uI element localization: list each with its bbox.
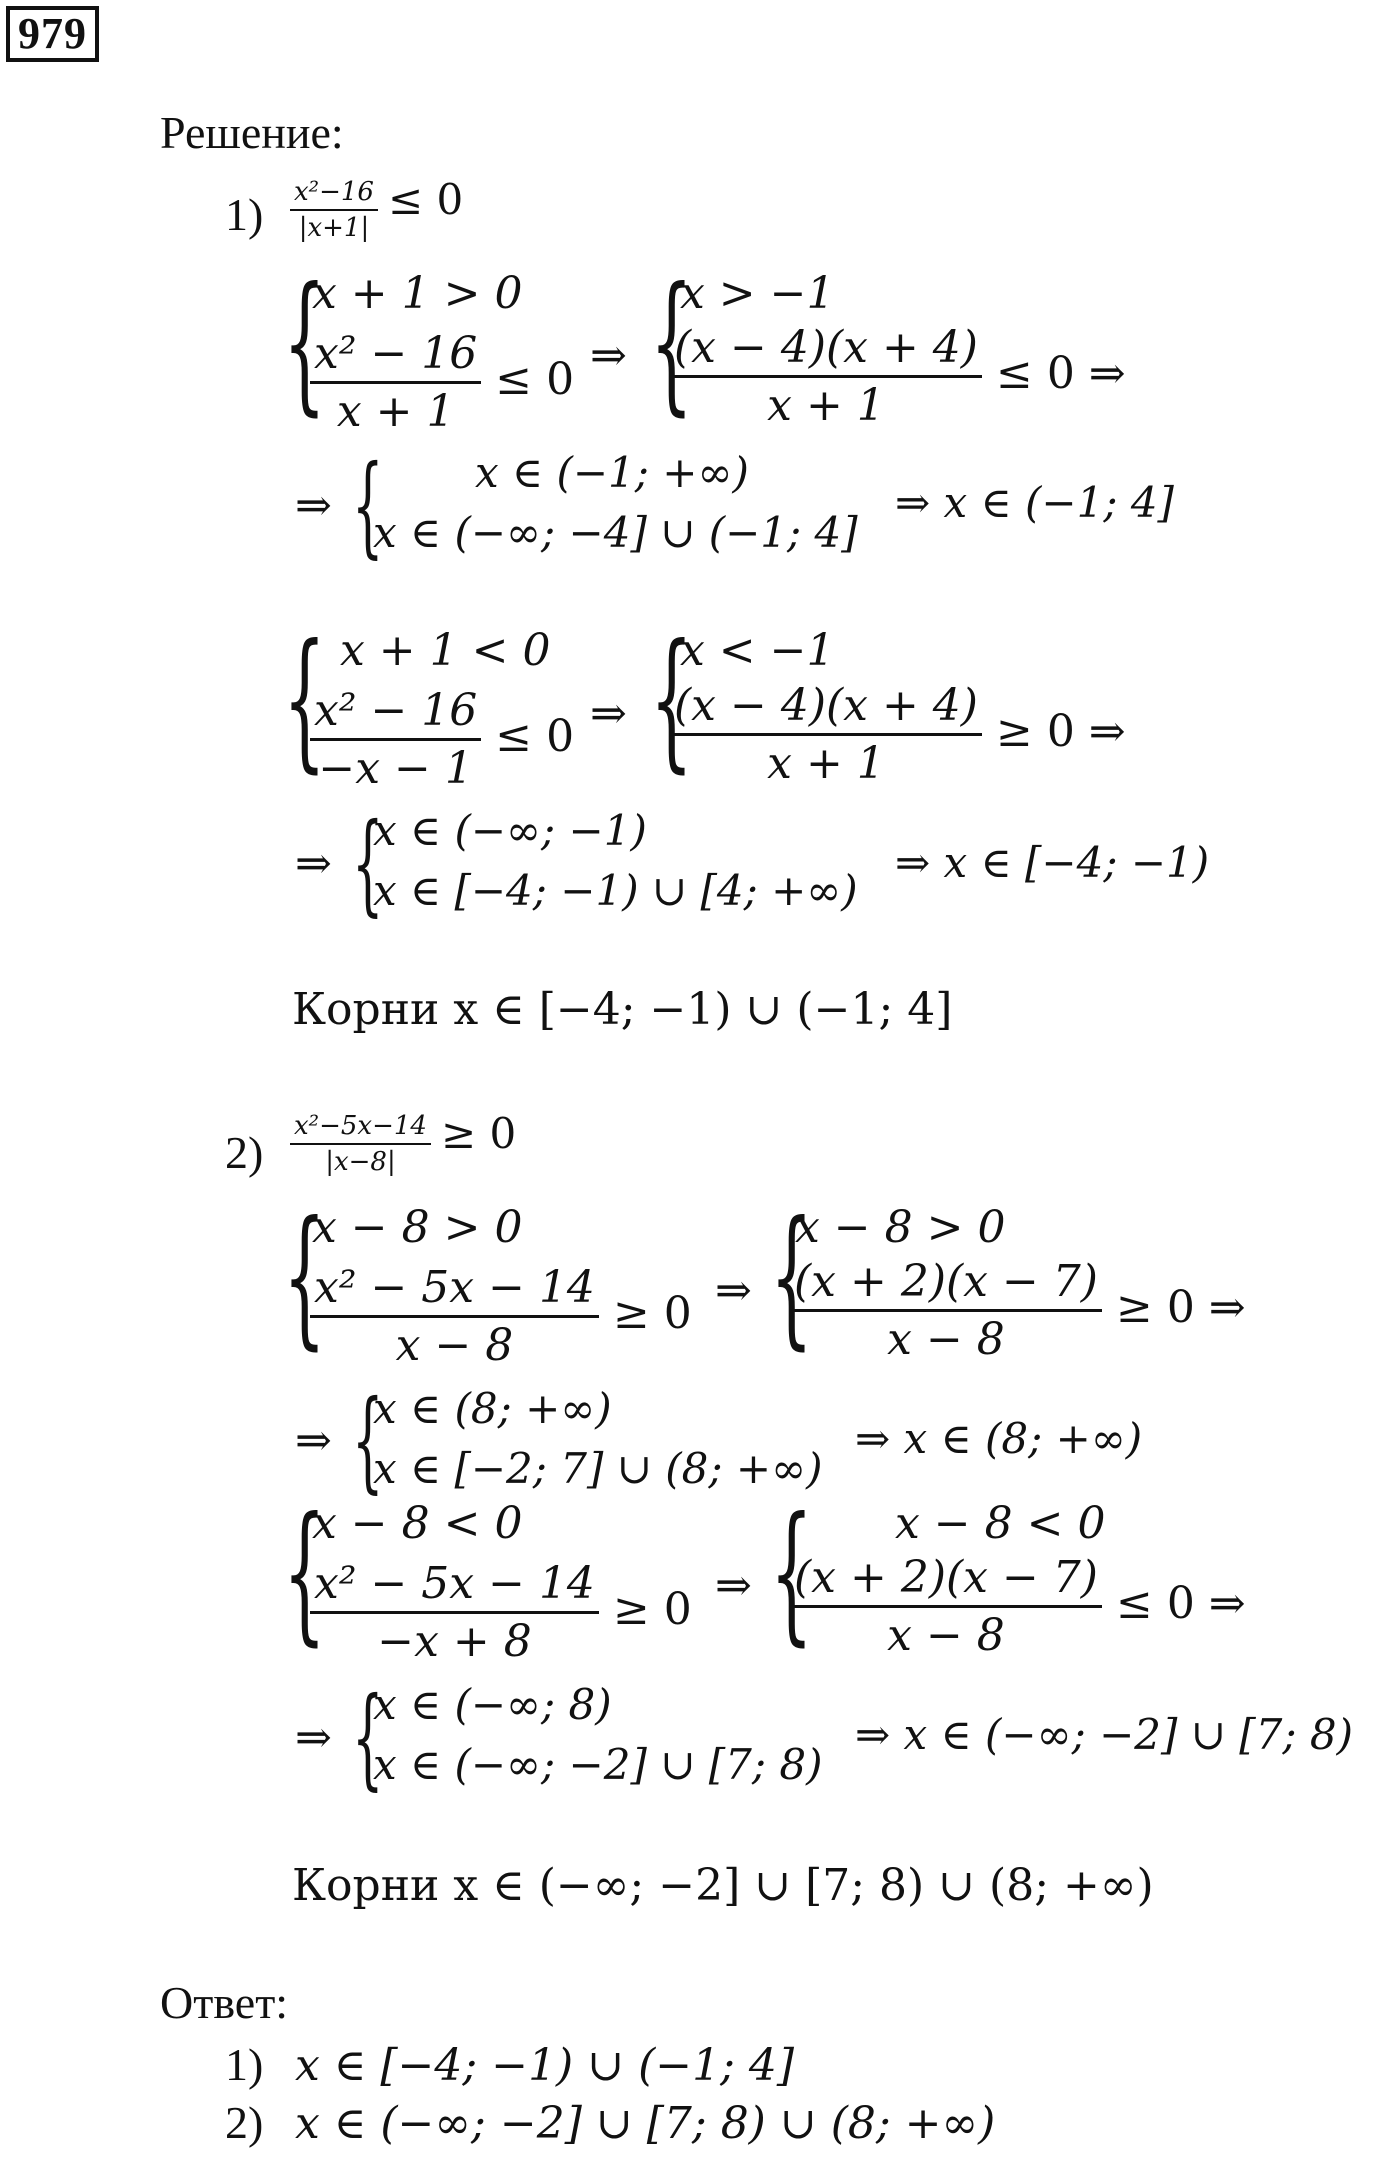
p2a-implies: ⇒ bbox=[295, 1415, 332, 1466]
answer-label: Ответ: bbox=[160, 1977, 289, 2028]
p2a-arrow: ⇒ bbox=[715, 1265, 752, 1316]
p2b-result: ⇒ x ∈ (−∞; −2] ∪ [7; 8) bbox=[855, 1710, 1353, 1759]
p1a-s2-fraction bbox=[670, 322, 1126, 431]
p1b-result: ⇒ x ∈ [−4; −1) bbox=[895, 838, 1210, 887]
p1a-s1-num: x² − 16 bbox=[314, 328, 478, 379]
p1b-s1-num: x² − 16 bbox=[314, 685, 478, 736]
brace-p1a-s1: { bbox=[283, 256, 326, 430]
p2b-r-line2: x ∈ (−∞; −2] ∪ [7; 8) bbox=[373, 1740, 823, 1789]
p1a-arrow: ⇒ bbox=[590, 330, 627, 381]
p1b-s2-rel: ≥ 0 ⇒ bbox=[995, 706, 1126, 757]
p1b-s1-fraction bbox=[310, 685, 574, 794]
part2-main-relation: ≥ 0 bbox=[440, 1109, 517, 1158]
p1a-implies: ⇒ bbox=[295, 480, 332, 531]
p1a-s2-den: x + 1 bbox=[767, 380, 885, 431]
p1a-s1-line1: x + 1 > 0 bbox=[312, 268, 523, 319]
p1a-s1-den: x + 1 bbox=[336, 386, 455, 437]
p2b-s2-num: (x + 2)(x − 7) bbox=[794, 1552, 1098, 1603]
p2b-r-line1: x ∈ (−∞; 8) bbox=[373, 1680, 612, 1729]
p1b-s2-fraction bbox=[670, 680, 1126, 789]
p2b-s2-fraction bbox=[790, 1552, 1246, 1661]
p2b-s1-den: −x + 8 bbox=[377, 1616, 532, 1667]
brace-p1b-s2: { bbox=[650, 613, 693, 787]
part2-main-denominator: |x−8| bbox=[325, 1147, 396, 1178]
p2a-s2-rel: ≥ 0 ⇒ bbox=[1115, 1282, 1246, 1333]
p1a-s2-rel: ≤ 0 ⇒ bbox=[995, 348, 1126, 399]
p2b-s1-num: x² − 5x − 14 bbox=[314, 1558, 595, 1609]
p1a-r-line2: x ∈ (−∞; −4] ∪ (−1; 4] bbox=[373, 508, 858, 557]
brace-p2a-s2: { bbox=[770, 1190, 813, 1364]
brace-p2b-s2: { bbox=[770, 1486, 813, 1660]
p2b-s1-line1: x − 8 < 0 bbox=[312, 1498, 523, 1549]
p2a-s1-fraction bbox=[310, 1262, 692, 1371]
brace-p2b-s1: { bbox=[283, 1486, 326, 1660]
p1a-s1-rel: ≤ 0 bbox=[495, 354, 575, 405]
p1b-r-line1: x ∈ (−∞; −1) bbox=[373, 806, 647, 855]
p2b-s2-line1: x − 8 < 0 bbox=[895, 1498, 1106, 1549]
p1b-s2-num: (x − 4)(x + 4) bbox=[674, 680, 978, 731]
p2b-implies: ⇒ bbox=[295, 1712, 332, 1763]
answer1-value: x ∈ [−4; −1) ∪ (−1; 4] bbox=[295, 2040, 795, 2091]
p1a-s1-fraction bbox=[310, 328, 574, 437]
brace-p2a-s1: { bbox=[283, 1190, 326, 1364]
part2-roots: Корни x ∈ (−∞; −2] ∪ [7; 8) ∪ (8; +∞) bbox=[292, 1860, 1154, 1911]
brace-p2a-r: { bbox=[352, 1376, 384, 1504]
problem-number: 979 bbox=[6, 6, 99, 62]
p2b-s2-den: x − 8 bbox=[887, 1610, 1005, 1661]
brace-p2b-r: { bbox=[352, 1673, 384, 1801]
p2a-s2-num: (x + 2)(x − 7) bbox=[794, 1256, 1098, 1307]
p1b-s1-line1: x + 1 < 0 bbox=[340, 625, 551, 676]
p2b-s1-fraction bbox=[310, 1558, 692, 1667]
part1-main-denominator: |x+1| bbox=[298, 213, 370, 244]
p1b-implies: ⇒ bbox=[295, 838, 332, 889]
p2a-s1-num: x² − 5x − 14 bbox=[314, 1262, 595, 1313]
part1-main-numerator: x²−16 bbox=[294, 177, 374, 208]
p2b-arrow: ⇒ bbox=[715, 1560, 752, 1611]
part1-main-inequality bbox=[290, 176, 463, 243]
p1b-s2-line1: x < −1 bbox=[680, 625, 835, 676]
p1a-s2-num: (x − 4)(x + 4) bbox=[674, 322, 978, 373]
p2a-s1-rel: ≥ 0 bbox=[612, 1288, 692, 1339]
part1-main-relation: ≤ 0 bbox=[387, 175, 464, 224]
p1b-s1-den: −x − 1 bbox=[318, 743, 473, 794]
p2b-s2-rel: ≤ 0 ⇒ bbox=[1115, 1578, 1246, 1629]
part2-label: 2) bbox=[225, 1127, 264, 1178]
p2a-s1-den: x − 8 bbox=[395, 1320, 514, 1371]
p2a-s2-line1: x − 8 > 0 bbox=[795, 1202, 1006, 1253]
p1a-result: ⇒ x ∈ (−1; 4] bbox=[895, 478, 1174, 527]
answer2-value: x ∈ (−∞; −2] ∪ [7; 8) ∪ (8; +∞) bbox=[295, 2098, 996, 2149]
p2a-r-line1: x ∈ (8; +∞) bbox=[373, 1384, 612, 1433]
p2a-s1-line1: x − 8 > 0 bbox=[312, 1202, 523, 1253]
part1-roots: Корни x ∈ [−4; −1) ∪ (−1; 4] bbox=[292, 984, 953, 1035]
p2a-result: ⇒ x ∈ (8; +∞) bbox=[855, 1414, 1143, 1463]
part2-main-numerator: x²−5x−14 bbox=[294, 1111, 427, 1142]
p1b-s2-den: x + 1 bbox=[767, 738, 885, 789]
part2-main-inequality bbox=[290, 1110, 516, 1177]
p1b-arrow: ⇒ bbox=[590, 688, 627, 739]
part1-label: 1) bbox=[225, 189, 264, 240]
brace-p1a-r: { bbox=[352, 441, 384, 569]
answer2-label: 2) bbox=[225, 2097, 264, 2148]
p1a-s2-line1: x > −1 bbox=[680, 268, 835, 319]
brace-p1b-s1: { bbox=[283, 613, 326, 787]
solution-label: Решение: bbox=[160, 107, 344, 158]
p2b-s1-rel: ≥ 0 bbox=[612, 1584, 692, 1635]
p1a-r-line1: x ∈ (−1; +∞) bbox=[475, 448, 749, 497]
p2a-s2-fraction bbox=[790, 1256, 1246, 1365]
brace-p1a-s2: { bbox=[650, 256, 693, 430]
brace-p1b-r: { bbox=[352, 799, 384, 927]
p2a-r-line2: x ∈ [−2; 7] ∪ (8; +∞) bbox=[373, 1444, 823, 1493]
p1b-r-line2: x ∈ [−4; −1) ∪ [4; +∞) bbox=[373, 866, 858, 915]
p1b-s1-rel: ≤ 0 bbox=[495, 711, 575, 762]
p2a-s2-den: x − 8 bbox=[887, 1314, 1005, 1365]
answer1-label: 1) bbox=[225, 2039, 264, 2090]
